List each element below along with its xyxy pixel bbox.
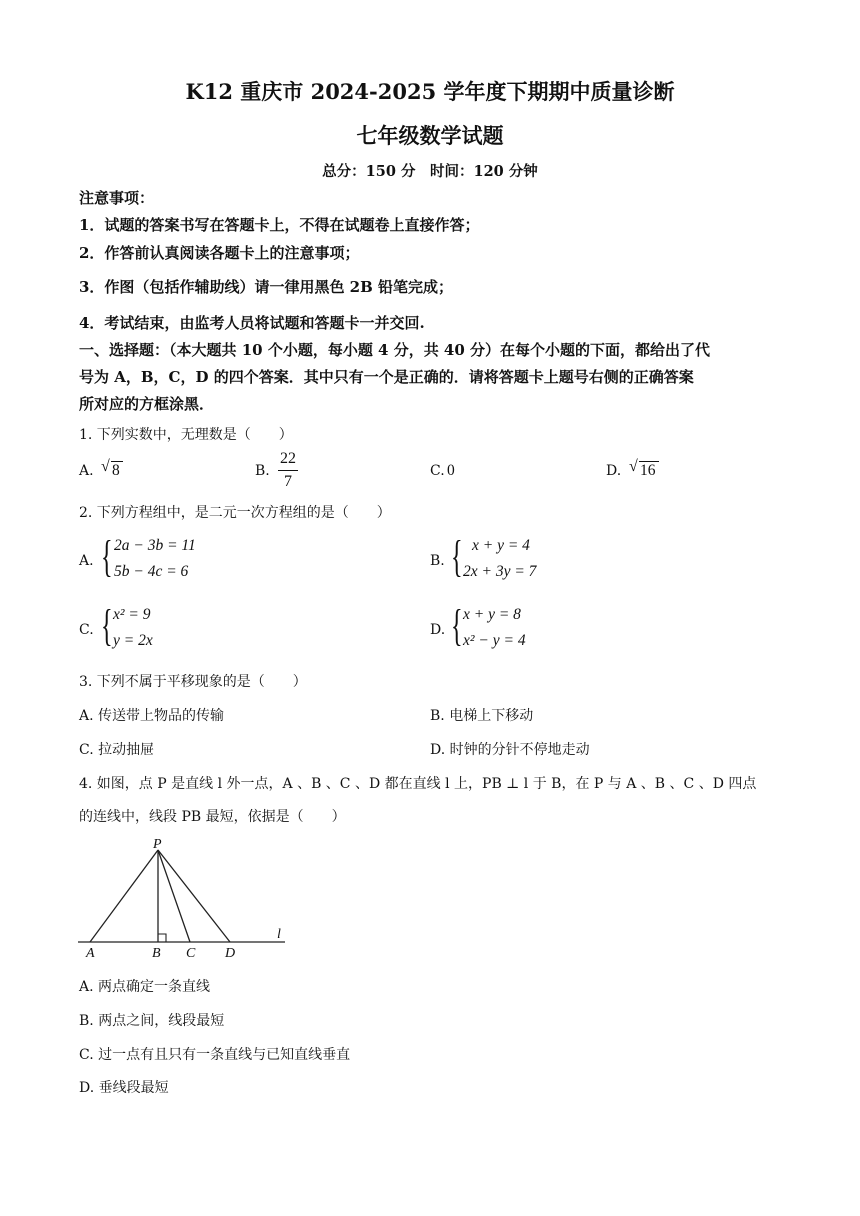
equation: x² = 9 bbox=[113, 606, 151, 623]
option-c: C. 过一点有且只有一条直线与已知直线垂直 bbox=[79, 1047, 351, 1063]
fraction-bar bbox=[278, 470, 298, 471]
segment-pd bbox=[158, 850, 230, 942]
brace-icon: { bbox=[451, 532, 463, 581]
notice-item: 2．作答前认真阅读各题卡上的注意事项； bbox=[79, 244, 360, 262]
equation: x + y = 4 bbox=[472, 537, 530, 554]
sqrt-sign-icon: √ bbox=[101, 458, 110, 475]
option-b: B. 两点之间，线段最短 bbox=[79, 1013, 225, 1029]
segment-pc bbox=[158, 850, 190, 942]
segment-pa bbox=[90, 850, 158, 942]
equation: 2a − 3b = 11 bbox=[114, 537, 196, 554]
option-label: D. bbox=[606, 463, 622, 479]
option-a: A. 两点确定一条直线 bbox=[79, 979, 211, 995]
question-stem: 3. 下列不属于平移现象的是（ ） bbox=[79, 674, 307, 690]
equation: x + y = 8 bbox=[463, 606, 521, 623]
option-label: A. bbox=[79, 463, 94, 479]
option-label: A. bbox=[79, 553, 94, 569]
notice-item: 3．作图（包括作辅助线）请一律用黑色 2B 铅笔完成； bbox=[79, 278, 453, 296]
point-p-label: P bbox=[153, 837, 162, 852]
option-label: D. bbox=[430, 622, 446, 638]
question-stem: 的连线中，线段 PB 最短，依据是（ ） bbox=[79, 809, 346, 825]
question-stem: 1. 下列实数中，无理数是（ ） bbox=[79, 427, 293, 443]
right-angle-icon bbox=[158, 934, 166, 942]
section-instruction: 号为 A，B，C，D 的四个答案．其中只有一个是正确的．请将答题卡上题号右侧的正确答案 bbox=[79, 368, 694, 386]
brace-icon: { bbox=[101, 601, 113, 650]
option-label: C. bbox=[430, 463, 445, 479]
equation: y = 2x bbox=[113, 632, 153, 649]
radicand: 16 bbox=[640, 462, 656, 479]
point-b-label: B bbox=[152, 946, 161, 961]
sqrt-sign-icon: √ bbox=[629, 458, 638, 475]
equation: 5b − 4c = 6 bbox=[114, 563, 189, 580]
fraction-denominator: 7 bbox=[284, 473, 292, 490]
geometry-figure bbox=[70, 834, 300, 964]
point-a-label: A bbox=[86, 946, 95, 961]
option-label: B. bbox=[430, 553, 445, 569]
option-c: C. 拉动抽屉 bbox=[79, 742, 155, 758]
notice-item: 1．试题的答案书写在答题卡上，不得在试题卷上直接作答； bbox=[79, 216, 480, 234]
equation: x² − y = 4 bbox=[463, 632, 526, 649]
question-stem: 4. 如图，点 P 是直线 l 外一点，A 、B 、C 、D 都在直线 l 上，PB ⊥ l 于 B，在 P 与 A 、B 、C 、D 四点 bbox=[79, 776, 757, 792]
option-c-value: 0 bbox=[447, 462, 455, 479]
line-l-label: l bbox=[277, 927, 281, 942]
brace-icon: { bbox=[101, 532, 113, 581]
notice-heading: 注意事项： bbox=[79, 189, 155, 207]
point-c-label: C bbox=[186, 946, 196, 961]
question-stem: 2. 下列方程组中，是二元一次方程组的是（ ） bbox=[79, 505, 391, 521]
option-a: A. 传送带上物品的传输 bbox=[79, 708, 225, 724]
option-d: D. 垂线段最短 bbox=[79, 1080, 169, 1096]
point-d-label: D bbox=[225, 946, 236, 961]
section-instruction: 所对应的方框涂黑． bbox=[79, 395, 215, 413]
exam-meta: 总分：150 分 时间：120 分钟 bbox=[322, 163, 538, 180]
exam-title: K12 重庆市 2024-2025 学年度下期期中质量诊断 bbox=[185, 79, 675, 104]
fraction-numerator: 22 bbox=[280, 450, 296, 467]
option-d: D. 时钟的分针不停地走动 bbox=[430, 742, 590, 758]
option-b: B. 电梯上下移动 bbox=[430, 708, 534, 724]
option-label: C. bbox=[79, 622, 94, 638]
option-label: B. bbox=[255, 463, 270, 479]
brace-icon: { bbox=[451, 601, 463, 650]
radicand: 8 bbox=[112, 462, 120, 479]
section-instruction: 一、选择题：（本大题共 10 个小题，每小题 4 分，共 40 分）在每个小题的下面，都给出了代 bbox=[79, 341, 711, 359]
equation: 2x + 3y = 7 bbox=[463, 563, 537, 580]
notice-item: 4．考试结束，由监考人员将试题和答题卡一并交回. bbox=[79, 314, 425, 332]
exam-subtitle: 七年级数学试题 bbox=[356, 123, 504, 148]
